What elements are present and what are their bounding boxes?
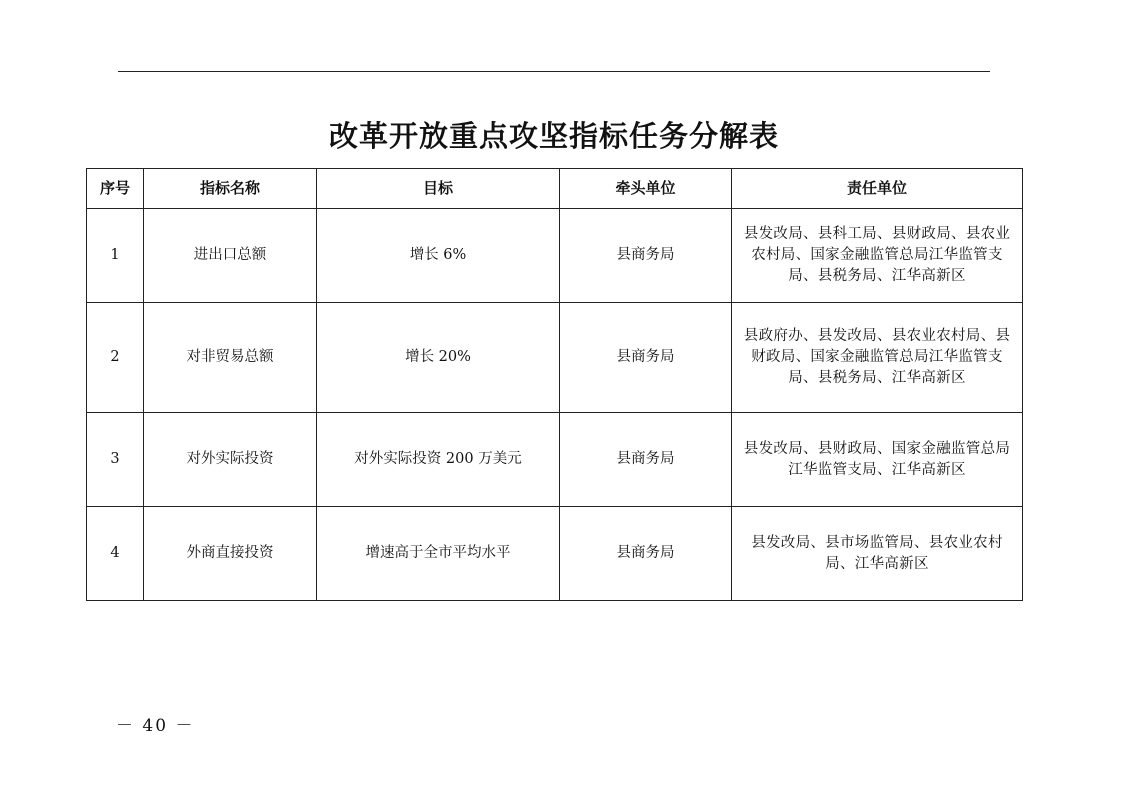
cell-indicator-name: 对非贸易总额 bbox=[144, 303, 317, 413]
header-target: 目标 bbox=[317, 169, 560, 209]
cell-indicator-name: 对外实际投资 bbox=[144, 413, 317, 507]
cell-serial-number: 4 bbox=[87, 507, 144, 601]
cell-target: 对外实际投资 200 万美元 bbox=[317, 413, 560, 507]
table-row bbox=[87, 413, 1023, 507]
cell-indicator-name: 外商直接投资 bbox=[144, 507, 317, 601]
task-breakdown-table bbox=[86, 168, 1023, 601]
document-title: 改革开放重点攻坚指标任务分解表 bbox=[328, 119, 779, 153]
cell-responsible-units: 县发改局、县财政局、国家金融监管总局江华监管支局、江华高新区 bbox=[732, 413, 1023, 507]
header-indicator-name: 指标名称 bbox=[144, 169, 317, 209]
cell-lead-unit: 县商务局 bbox=[560, 303, 732, 413]
cell-serial-number: 3 bbox=[87, 413, 144, 507]
header-serial-number: 序号 bbox=[87, 169, 144, 209]
table-row bbox=[87, 507, 1023, 601]
table-header-row bbox=[87, 169, 1023, 209]
table-row bbox=[87, 303, 1023, 413]
cell-responsible-units: 县发改局、县科工局、县财政局、县农业农村局、国家金融监管总局江华监管支局、县税务局、江华高新区 bbox=[732, 209, 1023, 303]
cell-lead-unit: 县商务局 bbox=[560, 507, 732, 601]
header-rule bbox=[118, 71, 990, 72]
cell-lead-unit: 县商务局 bbox=[560, 209, 732, 303]
table-row bbox=[87, 209, 1023, 303]
cell-lead-unit: 县商务局 bbox=[560, 413, 732, 507]
header-lead-unit: 牵头单位 bbox=[560, 169, 732, 209]
cell-responsible-units: 县政府办、县发改局、县农业农村局、县财政局、国家金融监管总局江华监管支局、县税务局、江华高新区 bbox=[732, 303, 1023, 413]
cell-target: 增长 20% bbox=[317, 303, 560, 413]
cell-target: 增速高于全市平均水平 bbox=[317, 507, 560, 601]
cell-serial-number: 2 bbox=[87, 303, 144, 413]
header-responsible-units: 责任单位 bbox=[732, 169, 1023, 209]
cell-responsible-units: 县发改局、县市场监管局、县农业农村局、江华高新区 bbox=[732, 507, 1023, 601]
cell-target: 增长 6% bbox=[317, 209, 560, 303]
page-number: － 40 － bbox=[116, 716, 195, 736]
cell-indicator-name: 进出口总额 bbox=[144, 209, 317, 303]
cell-serial-number: 1 bbox=[87, 209, 144, 303]
